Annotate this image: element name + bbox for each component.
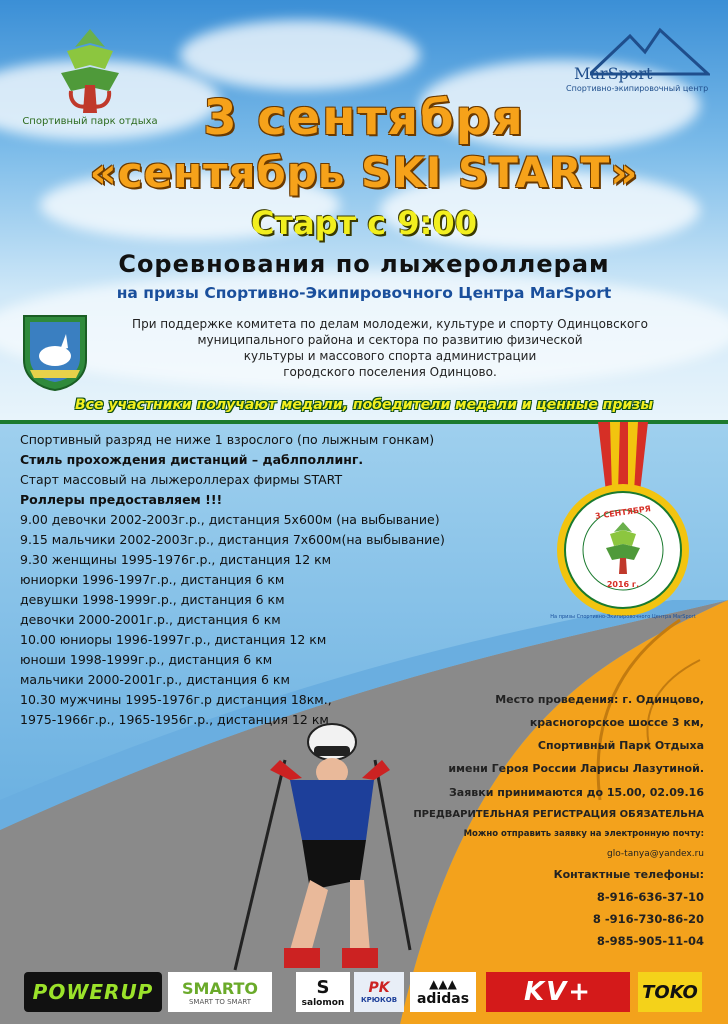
date-title: 3 сентября: [203, 90, 525, 146]
applications-deadline: Заявки принимаются до 15.00, 02.09.16: [448, 786, 704, 799]
venue-line: Место проведения: г. Одинцово,: [495, 693, 704, 706]
adidas-logo: [410, 972, 476, 1012]
support-line: культуры и массового спорта администрации: [243, 349, 537, 363]
powerup-logo-text: POWERUP: [32, 980, 154, 1004]
email-link[interactable]: glo-tanya@yandex.ru: [607, 849, 704, 859]
coat-of-arms: [20, 312, 90, 392]
phone-number[interactable]: 8-985-905-11-04: [596, 934, 704, 948]
marsport-logo-caption: Спортивно-экипировочный центр: [566, 84, 709, 93]
rules-list: [20, 430, 445, 730]
rule-line: 1975-1966г.р., 1965-1956г.р., дистанция 12 км: [20, 712, 329, 727]
support-line: городского поселения Одинцово.: [283, 365, 497, 379]
kryukov-logo-text: КРЮКОВ: [360, 996, 398, 1004]
kv-logo: [486, 972, 630, 1012]
medal-ring-text: На призы Спортивно-Экипировочного Центра MarSport: [550, 614, 696, 620]
medal-year: 2016 г.: [606, 580, 640, 589]
phone-number[interactable]: 8 -916-730-86-20: [592, 912, 704, 926]
salomon-logo: [296, 972, 350, 1012]
kryukov-icon: PK: [368, 980, 390, 996]
rule-line: 9.30 женщины 1995-1976г.р., дистанция 12 км: [20, 552, 332, 567]
rule-line: Роллеры предоставляем !!!: [20, 492, 223, 507]
park-logo-caption: Спортивный парк отдыха: [22, 116, 158, 127]
adidas-stripes-icon: ▲▲▲: [429, 977, 457, 991]
rule-line: Спортивный разряд не ниже 1 взрослого (по лыжным гонкам): [20, 432, 435, 447]
rule-line: 9.00 девочки 2002-2003г.р., дистанция 5х600м (на выбывание): [20, 512, 440, 527]
event-title: «сентябрь SKI START»: [89, 148, 639, 197]
salomon-icon: S: [316, 976, 330, 998]
email-note: Можно отправить заявку на электронную почту:: [463, 829, 704, 839]
kryukov-logo: [354, 972, 404, 1012]
marsport-logo-name: MarSport: [574, 64, 653, 83]
medals-banner: Все участники получают медали, победители медали и ценные призы: [75, 397, 653, 413]
start-time: Старт с 9:00: [251, 204, 477, 242]
support-line: муниципального района и сектора по развитию физической: [197, 333, 583, 347]
salomon-logo-text: salomon: [301, 997, 345, 1008]
venue-line: Спортивный Парк Отдыха: [537, 739, 704, 752]
phones-label: Контактные телефоны:: [553, 868, 704, 881]
smarto-logo-text: SMARTO: [182, 978, 258, 998]
rule-line: мальчики 2000-2001г.р., дистанция 6 км: [20, 672, 290, 687]
prereg-notice: ПРЕДВАРИТЕЛЬНАЯ РЕГИСТРАЦИЯ ОБЯЗАТЕЛЬНА: [413, 809, 704, 820]
kv-logo-text: KV+: [523, 977, 593, 1007]
rule-line: 10.00 юниоры 1996-1997г.р., дистанция 12 км: [20, 632, 327, 647]
coat-of-arms-icon: [20, 312, 90, 392]
rule-line: 10.30 мужчины 1995-1976г.р дистанция 18км.,: [20, 692, 332, 707]
adidas-logo-text: adidas: [416, 991, 470, 1007]
smarto-logo: [168, 972, 272, 1012]
toko-logo-text: TOKO: [642, 981, 698, 1003]
support-text: [100, 316, 680, 380]
toko-logo: [638, 972, 702, 1012]
rule-line: юниорки 1996-1997г.р., дистанция 6 км: [20, 572, 285, 587]
venue-line: красногорское шоссе 3 км,: [529, 716, 704, 729]
rule-line: девушки 1998-1999г.р., дистанция 6 км: [20, 592, 285, 607]
rule-line: Старт массовый на лыжероллерах фирмы START: [20, 472, 343, 487]
prizes-subtitle: на призы Спортивно-Экипировочного Центра MarSport: [116, 284, 612, 302]
rule-line: Стиль прохождения дистанций – даблполлинг.: [20, 452, 364, 467]
rule-line: юноши 1998-1999г.р., дистанция 6 км: [20, 652, 273, 667]
support-line: При поддержке комитета по делам молодежи, культуре и спорту Одинцовского: [132, 317, 648, 331]
rule-line: девочки 2000-2001г.р., дистанция 6 км: [20, 612, 281, 627]
rule-line: 9.15 мальчики 2002-2003г.р., дистанция 7х600м(на выбывание): [20, 532, 445, 547]
info-block: [374, 688, 704, 952]
powerup-logo: [24, 972, 162, 1012]
medal: [548, 422, 698, 622]
medal-date: 3 СЕНТЯБРЯ: [594, 504, 652, 521]
smarto-tagline: SMART TO SMART: [188, 997, 252, 1006]
venue-line: имени Героя России Ларисы Лазутиной.: [448, 762, 704, 775]
competition-subtitle: Соревнования по лыжероллерам: [118, 250, 610, 278]
phone-number[interactable]: 8-916-636-37-10: [596, 890, 704, 904]
medal-icon: [548, 422, 698, 622]
